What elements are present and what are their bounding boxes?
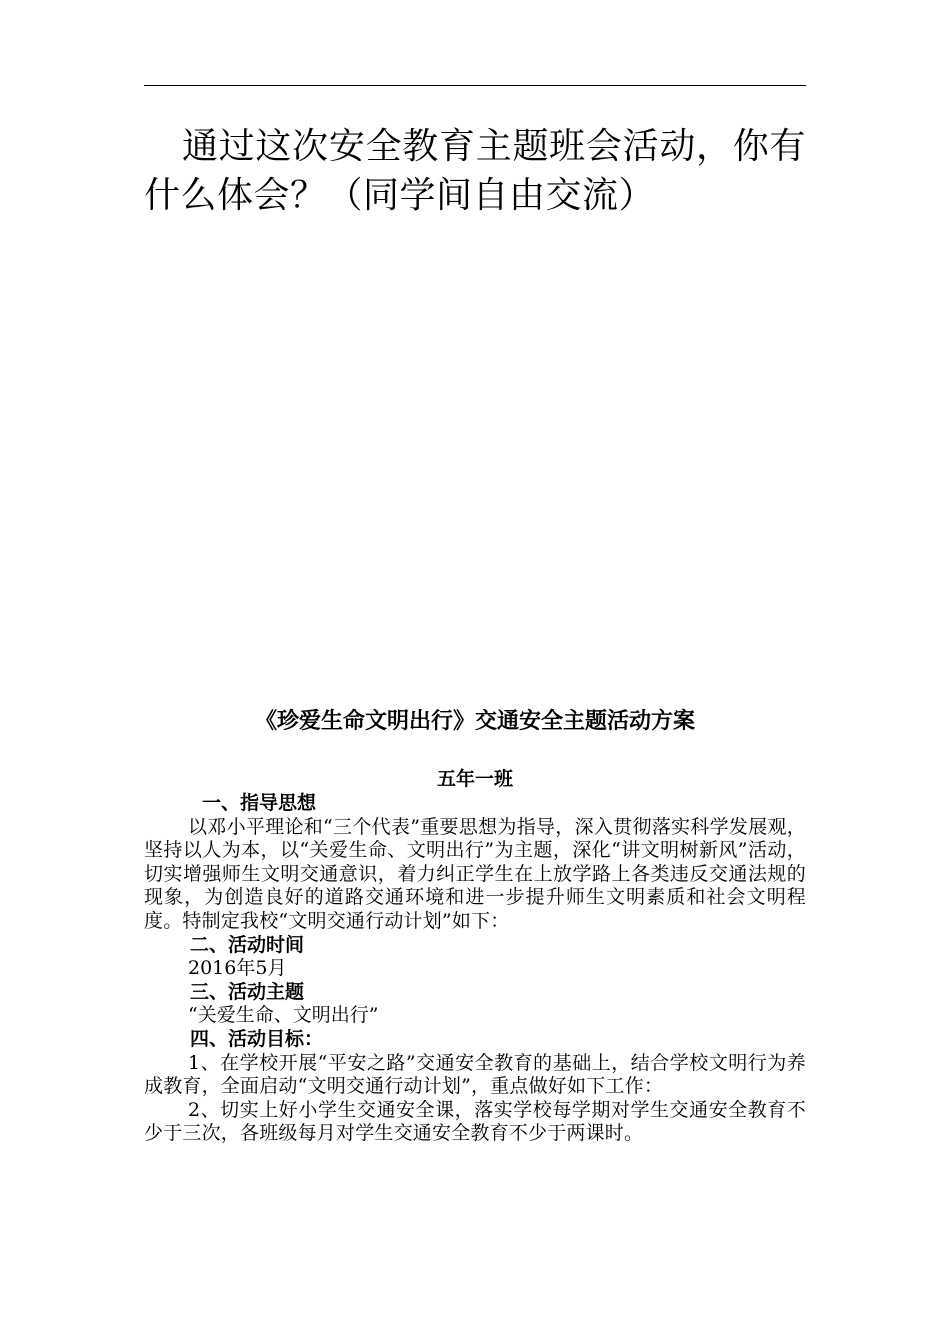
goal-item-1: 1、在学校开展“平安之路”交通安全教育的基础上，结合学校文明行为养成教育，全面启动“文明交通行动计划”，重点做好如下工作： <box>144 1051 806 1098</box>
section-heading-guiding-thought: 一、指导思想 <box>202 792 317 814</box>
goal-item-2: 2、切实上好小学生交通安全课，落实学校每学期对学生交通安全教育不少于三次，各班级每月对学生交通安全教育不少于两课时。 <box>144 1098 806 1145</box>
section-heading-activity-goals: 四、活动目标： <box>190 1027 324 1050</box>
section-heading-activity-theme: 三、活动主题 <box>190 980 305 1003</box>
top-divider <box>144 85 806 86</box>
section-text-activity-theme: “关爱生命、文明出行” <box>188 1004 379 1027</box>
section-text-activity-time: 2016年5月 <box>188 957 287 980</box>
section-heading-activity-time: 二、活动时间 <box>190 933 305 956</box>
document-body <box>144 792 806 1146</box>
document-title: 《珍爱生命文明出行》交通安全主题活动方案 <box>254 708 695 734</box>
class-name: 五年一班 <box>436 768 513 790</box>
discussion-question: 通过这次安全教育主题班会活动，你有什么体会？（同学间自由交流） <box>144 126 806 216</box>
section-text-guiding-thought: 以邓小平理论和“三个代表”重要思想为指导，深入贯彻落实科学发展观，坚持以人为本，以“关爱生命、文明出行”为主题，深化“讲文明树新风”活动，切实增强师生文明交通意识，着力纠正学生在上放学路上各类违反交通法规的现象，为创造良好的道路交通环境和进一步提升师生文明素质和社会文明程度。特制定我校“文明交通行动计划”如下： <box>144 815 806 932</box>
